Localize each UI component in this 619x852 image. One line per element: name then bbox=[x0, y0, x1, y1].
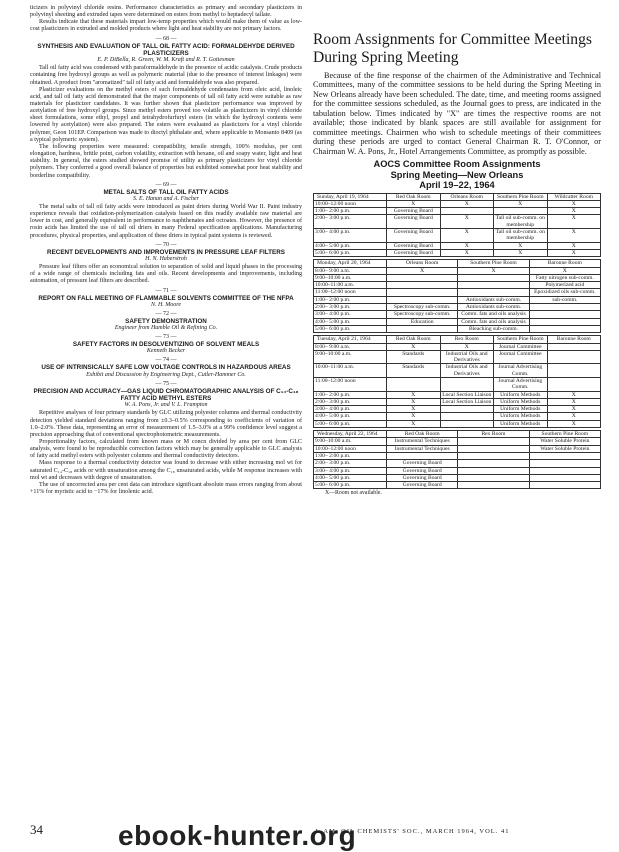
section-title: REPORT ON FALL MEETING OF FLAMMABLE SOLVENTS COMMITTEE OF THE NFPA bbox=[38, 294, 294, 302]
section-authors: E. P. DiBella, R. Green, W. M. Kraft and R. T. Gottesman bbox=[97, 57, 235, 64]
room-header: Red Oak Room bbox=[387, 336, 441, 343]
room-cell: Governing Board bbox=[387, 208, 441, 215]
room-header: Red Oak Room bbox=[387, 431, 458, 438]
schedule-row bbox=[314, 325, 601, 332]
room-cell: Standards bbox=[387, 350, 441, 364]
room-cell: sub-comm. bbox=[529, 296, 600, 303]
room-cell: X bbox=[547, 413, 601, 420]
schedule-row bbox=[314, 208, 601, 215]
room-cell bbox=[529, 460, 600, 467]
room-cell: X bbox=[387, 406, 441, 413]
room-cell bbox=[547, 378, 601, 392]
room-cell: X bbox=[440, 229, 494, 243]
time-slot: 10:00–12:00 noon bbox=[314, 200, 387, 207]
section-authors: N. H. Moore bbox=[150, 301, 182, 308]
room-cell: X bbox=[440, 200, 494, 207]
time-slot: 2:00– 3:00 p.m. bbox=[314, 398, 387, 405]
room-cell bbox=[440, 378, 494, 392]
room-cell: X bbox=[387, 391, 441, 398]
room-cell: Uniform Methods bbox=[494, 420, 548, 427]
room-cell bbox=[529, 325, 600, 332]
room-cell bbox=[458, 289, 529, 296]
schedule-row bbox=[314, 249, 601, 256]
section-paragraph: The metal salts of tall oil fatty acids were introduced as paint driers during World War II. Paint industry experience reveals that oxidation-polymerization catalysts based on this readily available raw material are lower in cost, and generally equivalent in performance to naphthenates and octoates. However, the presence of rosin acids has limited the use of tall oil driers in many Federal specification applications. Manufacturing procedures, physical properties, and application of these driers in typical paint systems is reviewed. bbox=[30, 204, 302, 239]
room-cell: Instrumental Techniques bbox=[387, 438, 458, 445]
left-column bbox=[30, 5, 302, 496]
room-cell: X bbox=[387, 420, 441, 427]
time-slot: 1:00– 2:00 p.m. bbox=[314, 208, 387, 215]
room-cell: Comm. fats and oils analysis bbox=[458, 311, 529, 318]
journal-citation: J. AM. OIL CHEMISTS' SOC., MARCH 1964, VOL. 41 bbox=[315, 828, 510, 835]
room-header: Orleans Room bbox=[387, 260, 458, 267]
room-cell: X bbox=[547, 200, 601, 207]
section-number: — 74 — bbox=[155, 357, 177, 364]
room-cell: X bbox=[547, 398, 601, 405]
section-paragraph: Proportionality factors, calculated from known mass or M concn divided by area per cent from GLC analysis, were found to be reproducible correction factors which may be generally applicable to GLC analysis of fatty acid methyl esters with polyester columns and thermal conductivity detectors. bbox=[30, 438, 302, 460]
room-cell: Uniform Methods bbox=[494, 391, 548, 398]
room-cell: X bbox=[458, 267, 529, 274]
time-slot: 9:00–10:00 a.m. bbox=[314, 274, 387, 281]
room-cell: Antioxidants sub-comm. bbox=[458, 296, 529, 303]
time-slot: 11:00–12:00 noon bbox=[314, 378, 387, 392]
schedule-row bbox=[314, 296, 601, 303]
schedule-row bbox=[314, 398, 601, 405]
room-cell: Governing Board bbox=[387, 460, 458, 467]
page-number: 34 bbox=[30, 822, 43, 837]
schedule-row bbox=[314, 482, 601, 489]
section-paragraph: Mass response to a thermal conductivity detector was found to decrease with either increasing mol wt for saturated C₁₄-C₁₈ acids or with unsaturation among the C₁₈ unsaturated acids, while M response increases with mol wt and decreases with degree of unsaturation. bbox=[30, 460, 302, 481]
time-slot: 1:00– 2:00 p.m. bbox=[314, 296, 387, 303]
room-cell: Industrial Oils and Derivatives bbox=[440, 364, 494, 378]
room-header: Wildcatter Room bbox=[547, 193, 601, 200]
room-cell bbox=[440, 420, 494, 427]
room-cell: Polymerized acid bbox=[529, 282, 600, 289]
time-slot: 5:00– 6:00 p.m. bbox=[314, 249, 387, 256]
time-slot: 10:00–12:00 noon bbox=[314, 445, 387, 452]
time-slot: 9:00–10:00 a.m. bbox=[314, 438, 387, 445]
room-assignment-tables bbox=[313, 193, 601, 490]
room-cell: Tall oil sub-comm. on membership bbox=[494, 229, 548, 243]
room-cell: Comm. fats and oils analysis bbox=[458, 318, 529, 325]
room-cell bbox=[529, 474, 600, 481]
section-number: — 75 — bbox=[155, 380, 177, 387]
schedule-row bbox=[314, 467, 601, 474]
section-number: — 73 — bbox=[155, 334, 177, 341]
time-slot: 8:00– 9:00 a.m. bbox=[314, 267, 387, 274]
room-cell: X bbox=[440, 215, 494, 229]
time-slot: 3:00– 4:00 p.m. bbox=[314, 229, 387, 243]
room-header: Rex Room bbox=[458, 431, 529, 438]
section-title: SAFETY FACTORS IN DESOLVENTIZING OF SOLVENT MEALS bbox=[72, 341, 260, 349]
room-cell bbox=[458, 474, 529, 481]
schedule-row bbox=[314, 343, 601, 350]
room-cell: Governing Board bbox=[387, 215, 441, 229]
schedule-row bbox=[314, 289, 601, 296]
room-cell: X bbox=[440, 249, 494, 256]
day-schedule-table bbox=[313, 335, 601, 428]
time-slot: 3:00– 4:00 p.m. bbox=[314, 406, 387, 413]
room-cell bbox=[440, 406, 494, 413]
section-paragraph: The following properties were measured: compatibility, tensile strength, 100% modulus, per cent elongation, hardness, brittle point, carbon volatility, extraction with hexane, oil and soapy water, light and heat stability. In general, the esters studied showed promise of utility as primary plasticizers for vinyl chloride polymers. They conferred a good overall balance of properties but exhibited somewhat poor heat stability and borderline compatibility. bbox=[30, 143, 302, 179]
room-cell bbox=[529, 318, 600, 325]
room-cell: Journal Advertising Comm. bbox=[494, 378, 548, 392]
room-cell: Spectroscopy sub-comm. bbox=[387, 311, 458, 318]
room-cell: Uniform Methods bbox=[494, 406, 548, 413]
room-header: Southern Pine Room bbox=[494, 336, 548, 343]
room-cell bbox=[529, 304, 600, 311]
room-cell: Governing Board bbox=[387, 474, 458, 481]
room-cell: X bbox=[494, 249, 548, 256]
room-cell: Fatty nitrogen sub-comm. bbox=[529, 274, 600, 281]
room-cell: Bleaching sub-comm. bbox=[458, 325, 529, 332]
room-cell bbox=[387, 378, 441, 392]
room-cell bbox=[458, 452, 529, 459]
room-cell bbox=[387, 289, 458, 296]
section-authors: W. A. Pons, Jr. and V. L. Frampton bbox=[124, 402, 208, 409]
article-intro: Because of the fine response of the chairmen of the Administrative and Technical Committees, many of the committee sessions to be held during the Spring Meeting in New Orleans already have been scheduled. The date, time, and meeting rooms assigned for the committee sessions scheduled, as the Journal goes to press, are indicated in the tabulation below. Times indicated by "X" are times the respective rooms are not available; those indicated by blank spaces are still available for assignment for committee meetings. Chairmen who wish to schedule meetings of their committees during these periods are urged to contact General Chairman R. T. O'Connor, or Chairman W. A. Pons, Jr., Hotel Arrangements Committee, as promptly as possible. bbox=[313, 71, 601, 156]
abstract-sections bbox=[30, 36, 302, 497]
time-slot: 4:00– 5:00 p.m. bbox=[314, 242, 387, 249]
time-slot: 3:00– 4:00 p.m. bbox=[314, 311, 387, 318]
room-cell: X bbox=[387, 398, 441, 405]
time-slot: 1:00– 2:00 p.m. bbox=[314, 391, 387, 398]
room-cell: X bbox=[547, 391, 601, 398]
room-cell: X bbox=[547, 208, 601, 215]
room-cell bbox=[458, 482, 529, 489]
room-cell: Spectroscopy sub-comm. bbox=[387, 304, 458, 311]
room-cell bbox=[387, 325, 458, 332]
room-cell bbox=[387, 274, 458, 281]
room-cell bbox=[387, 452, 458, 459]
room-header: Southern Pine Room bbox=[529, 431, 600, 438]
room-cell: Education bbox=[387, 318, 458, 325]
room-cell bbox=[387, 296, 458, 303]
schedule-row bbox=[314, 474, 601, 481]
section-number: — 69 — bbox=[155, 181, 177, 188]
section-title: METAL SALTS OF TALL OIL FATTY ACIDS bbox=[103, 188, 229, 196]
section-authors: H. N. Haberstroh bbox=[145, 256, 187, 263]
time-slot: 4:00– 5:00 p.m. bbox=[314, 318, 387, 325]
room-cell bbox=[547, 343, 601, 350]
room-cell bbox=[529, 482, 600, 489]
schedule-row bbox=[314, 378, 601, 392]
room-cell: Journal Committee bbox=[494, 350, 548, 364]
time-slot: 2:00– 3:00 p.m. bbox=[314, 460, 387, 467]
room-cell: Antioxidants sub-comm. bbox=[458, 304, 529, 311]
section-number: — 72 — bbox=[155, 310, 177, 317]
section-number: — 71 — bbox=[155, 287, 177, 294]
section-number: — 70 — bbox=[155, 241, 177, 248]
room-cell: X bbox=[387, 413, 441, 420]
room-cell: X bbox=[387, 343, 441, 350]
time-slot: 10:00–11:00 a.m. bbox=[314, 364, 387, 378]
room-cell: Journal Committee bbox=[494, 343, 548, 350]
section-paragraph: Pressure leaf filters offer an economical solution to separation of solid and liquid phases in the processing of a wide range of chemicals including fats and oils. Recent developments and improvements, including automation, of pressure leaf filters are described. bbox=[30, 264, 302, 285]
day-label: Tuesday, April 21, 1964 bbox=[314, 336, 387, 343]
room-cell bbox=[387, 282, 458, 289]
room-cell: Local Section Liaison bbox=[440, 398, 494, 405]
time-slot: 5:00– 6:00 p.m. bbox=[314, 325, 387, 332]
table-footnote: X—Room not available. bbox=[325, 490, 382, 497]
time-slot: 2:00– 3:00 p.m. bbox=[314, 215, 387, 229]
room-cell: Instrumental Techniques bbox=[387, 445, 458, 452]
schedule-row bbox=[314, 200, 601, 207]
room-cell: X bbox=[547, 229, 601, 243]
section-title: RECENT DEVELOPMENTS AND IMPROVEMENTS IN PRESSURE LEAF FILTERS bbox=[47, 248, 285, 256]
time-slot: 1:00– 2:00 p.m. bbox=[314, 452, 387, 459]
room-cell: Local Section Liaison bbox=[440, 391, 494, 398]
intro-paragraph: ticizers in polyvinyl chloride resins. Performance characteristics as primary and secondary plasticizers in polyvinyl sheeting and extruded tapes were determined on esters from methyl to heptadecyl tallate. bbox=[30, 5, 302, 19]
room-cell: Governing Board bbox=[387, 242, 441, 249]
time-slot: 11:00–12:00 noon bbox=[314, 289, 387, 296]
room-cell: X bbox=[494, 200, 548, 207]
room-cell bbox=[529, 311, 600, 318]
room-cell: Uniform Methods bbox=[494, 398, 548, 405]
page-footer bbox=[30, 820, 602, 851]
room-cell: Governing Board bbox=[387, 482, 458, 489]
room-cell bbox=[547, 364, 601, 378]
section-paragraph: Repetitive analyses of four primary standards by GLC utilizing polyester columns and thermal conductivity detection yielded standard deviations ranging from ±0.3–0.5% corresponding to coefficients of variation of 1.0–2.0%. These data, representing an error of measurement of 1.5–3.0% at a 99% confidence level suggest a precision approaching that of conventional spectrophotometric measurements. bbox=[30, 410, 302, 438]
schedule-row bbox=[314, 215, 601, 229]
schedule-row bbox=[314, 274, 601, 281]
table-title: AOCS Committee Room Assignments bbox=[373, 159, 541, 170]
section-paragraph: Plasticizer evaluations on the methyl esters of such formaldehyde condensates from oleic acid, linoleic acid, and tall oil fatty acid demonstrated that the major components of tall oil fatty acid were suitable as raw materials for plasticizer candidates. It was further shown that plasticizer performance was improved by acetylation of free hydroxyl groups. Since methyl esters proved too volatile as plasticizers in vinyl chloride sheet formulations, some ethyl, propyl and tetrahydrofurfuryl esters (in which the hydroxyl contents were lowered by acetylation) were also prepared. The esters were evaluated as plasticizers for a vinyl chloride polymer, Geon 101EP. Comparison was made to dioctyl phthalate and, where applicable to Monsanto 8409 (as a typical polymeric system). bbox=[30, 86, 302, 143]
room-cell: X bbox=[547, 420, 601, 427]
room-cell bbox=[547, 350, 601, 364]
room-cell bbox=[440, 208, 494, 215]
room-cell: X bbox=[440, 343, 494, 350]
room-cell: Epoxidized oils sub-comm. bbox=[529, 289, 600, 296]
schedule-row bbox=[314, 304, 601, 311]
schedule-row bbox=[314, 282, 601, 289]
room-cell: Water Soluble Protein bbox=[529, 438, 600, 445]
schedule-row bbox=[314, 413, 601, 420]
room-cell bbox=[440, 413, 494, 420]
room-cell: Uniform Methods bbox=[494, 413, 548, 420]
room-cell bbox=[458, 445, 529, 452]
room-cell: Industrial Oils and Derivatives bbox=[440, 350, 494, 364]
room-cell bbox=[458, 282, 529, 289]
section-title: SAFETY DEMONSTRATION bbox=[125, 317, 207, 325]
room-cell bbox=[529, 452, 600, 459]
room-header: Baronne Room bbox=[529, 260, 600, 267]
time-slot: 10:00–11:00 a.m. bbox=[314, 282, 387, 289]
schedule-row bbox=[314, 445, 601, 452]
day-label: Monday, April 20, 1964 bbox=[314, 260, 387, 267]
room-cell: X bbox=[547, 249, 601, 256]
schedule-row bbox=[314, 452, 601, 459]
time-slot: 4:00– 5:00 p.m. bbox=[314, 413, 387, 420]
time-slot: 9:00–10:00 a.m. bbox=[314, 350, 387, 364]
schedule-row bbox=[314, 267, 601, 274]
room-cell: Governing Board bbox=[387, 249, 441, 256]
time-slot: 2:00– 3:00 p.m. bbox=[314, 304, 387, 311]
room-cell bbox=[529, 467, 600, 474]
right-column bbox=[313, 0, 601, 496]
table-dates: April 19–22, 1964 bbox=[419, 180, 495, 191]
section-paragraph: Tall oil fatty acid was condensed with paraformaldehyde in the presence of acidic catalysts. Crude products containing free hydroxyl groups as well as polymeric material (due to the presence of interest linkages) were obtained. A product from "aromatized" tall oil fatty acid and formaldehyde was also prepared. bbox=[30, 65, 302, 86]
schedule-row bbox=[314, 438, 601, 445]
section-paragraph: The use of uncorrected area per cent data can introduce significant absolute mass errors ranging from about +11% for myristic acid to −17% for linolenic acid. bbox=[30, 481, 302, 496]
room-cell: X bbox=[547, 406, 601, 413]
time-slot: 5:00– 6:00 p.m. bbox=[314, 420, 387, 427]
time-slot: 4:00– 5:00 p.m. bbox=[314, 474, 387, 481]
room-cell bbox=[458, 438, 529, 445]
schedule-row bbox=[314, 420, 601, 427]
section-title: PRECISION AND ACCURACY—GAS LIQUID CHROMATOGRAPHIC ANALYSIS OF C₁₄-C₁₈ FATTY ACID METHYL ESTERS bbox=[33, 387, 299, 403]
section-authors: Exhibit and Discussion by Engineering Dept., Cutler-Hammer Co. bbox=[86, 371, 246, 378]
room-cell: X bbox=[547, 242, 601, 249]
room-cell: X bbox=[494, 242, 548, 249]
room-cell bbox=[458, 460, 529, 467]
room-cell: Standards bbox=[387, 364, 441, 378]
room-cell: X bbox=[547, 215, 601, 229]
room-header: Rex Room bbox=[440, 336, 494, 343]
section-authors: S. E. Hanan and A. Fischer bbox=[133, 196, 199, 203]
room-cell bbox=[458, 274, 529, 281]
day-label: Sunday, April 19, 1964 bbox=[314, 193, 387, 200]
room-cell: X bbox=[440, 242, 494, 249]
schedule-row bbox=[314, 229, 601, 243]
watermark: ebook-hunter.org bbox=[118, 820, 357, 851]
room-cell: Tall oil sub-comm. on membership bbox=[494, 215, 548, 229]
day-schedule-table bbox=[313, 259, 601, 333]
room-cell bbox=[494, 208, 548, 215]
day-schedule-table bbox=[313, 193, 601, 258]
schedule-row bbox=[314, 242, 601, 249]
room-header: Red Oak Room bbox=[387, 193, 441, 200]
section-title: USE OF INTRINSICALLY SAFE LOW VOLTAGE CONTROLS IN HAZARDOUS AREAS bbox=[41, 364, 291, 372]
schedule-row bbox=[314, 350, 601, 364]
room-header: Southern Pine Room bbox=[494, 193, 548, 200]
room-cell: Governing Board bbox=[387, 229, 441, 243]
schedule-row bbox=[314, 391, 601, 398]
section-authors: Engineer from Humble Oil & Refining Co. bbox=[114, 325, 218, 332]
time-slot: 8:00– 9:00 a.m. bbox=[314, 343, 387, 350]
room-cell: X bbox=[387, 267, 458, 274]
day-schedule-table bbox=[313, 430, 601, 489]
section-number: — 68 — bbox=[155, 35, 177, 42]
section-authors: Kenneth Becker bbox=[146, 348, 186, 355]
room-cell: X bbox=[387, 200, 441, 207]
room-cell: Water Soluble Protein bbox=[529, 445, 600, 452]
section-title: SYNTHESIS AND EVALUATION OF TALL OIL FATTY ACID: FORMALDEHYDE DERIVED PLASTICIZERS bbox=[37, 42, 295, 57]
schedule-row bbox=[314, 460, 601, 467]
intro-paragraph: Results indicate that these materials impart low-temp properties which would make them of value as low-cost plasticizers in extruded and molded products where light and heat stability are not primary factors. bbox=[30, 19, 302, 33]
room-cell: X bbox=[529, 267, 600, 274]
room-cell: Governing Board bbox=[387, 467, 458, 474]
schedule-row bbox=[314, 311, 601, 318]
table-subtitle: Spring Meeting—New Orleans bbox=[390, 169, 524, 180]
room-cell bbox=[458, 467, 529, 474]
time-slot: 5:00– 6:00 p.m. bbox=[314, 482, 387, 489]
time-slot: 3:00– 4:00 p.m. bbox=[314, 467, 387, 474]
schedule-row bbox=[314, 318, 601, 325]
room-cell: Journal Advertising Comm. bbox=[494, 364, 548, 378]
schedule-row bbox=[314, 406, 601, 413]
schedule-row bbox=[314, 364, 601, 378]
day-label: Wednesday, April 22, 1964 bbox=[314, 431, 387, 438]
room-header: Southern Pine Room bbox=[458, 260, 529, 267]
article-title: Room Assignments for Committee Meetings During Spring Meeting bbox=[313, 31, 592, 66]
room-header: Orleans Room bbox=[440, 193, 494, 200]
room-header: Baronne Room bbox=[547, 336, 601, 343]
